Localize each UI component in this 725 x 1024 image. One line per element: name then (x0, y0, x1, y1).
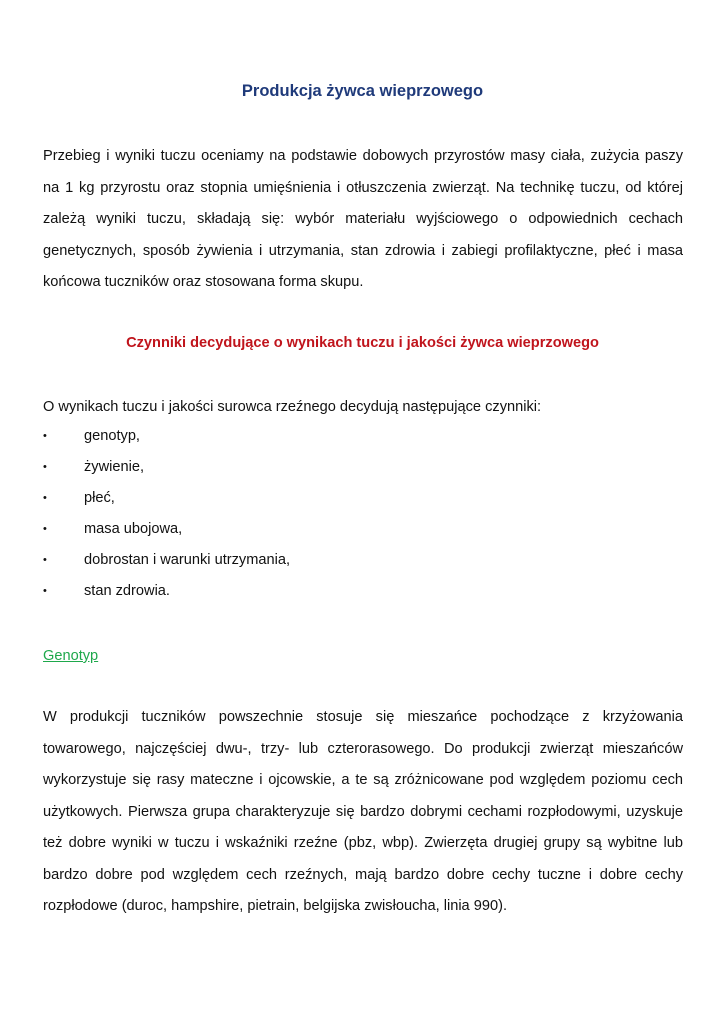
page-title: Produkcja żywca wieprzowego (241, 82, 484, 100)
bullet-icon: • (43, 461, 47, 473)
factor-label: żywienie, (84, 459, 145, 475)
factor-label: stan zdrowia. (84, 583, 170, 599)
bullet-icon: • (43, 523, 47, 535)
intro-paragraph: Przebieg i wyniki tuczu oceniamy na podstawie dobowych przyrostów masy ciała, zużycia paszy na 1 kg przyrostu oraz stopnia umięśnienia i otłuszczenia zwierząt. Na technikę tuczu, od której zależą wyniki tuczu, składają się: wybór materiału wyjściowego o odpowiednich cechach genetycznych, sposób żywienia i utrzymania, stan zdrowia i zabiegi profilaktyczne, płeć i masa końcowa tuczników oraz stosowana forma skupu. (43, 148, 683, 290)
bullet-icon: • (43, 585, 47, 597)
factor-label: dobrostan i warunki utrzymania, (84, 552, 291, 568)
factor-label: płeć, (84, 490, 115, 506)
bullet-icon: • (43, 554, 47, 566)
factor-label: genotyp, (84, 428, 140, 444)
bullet-icon: • (43, 492, 47, 504)
genotyp-paragraph: W produkcji tuczników powszechnie stosuje się mieszańce pochodzące z krzyżowania towarowego, najczęściej dwu-, trzy- lub czterorasowego. Do produkcji zwierząt mieszańców wykorzystuje się rasy mateczne i ojcowskie, a te są zróżnicowane pod względem poziomu cech użytkowych. Pierwsza grupa charakteryzuje się bardzo dobrymi cechami rozpłodowymi, uzyskuje też dobre wyniki w tuczu i wskaźniki rzeźne (pbz, wbp). Zwierzęta drugiej grupy są wybitne lub bardzo dobre pod względem cech rzeźnych, mają bardzo dobre cechy tuczne i dobre cechy rozpłodowe (duroc, hampshire, pietrain, belgijska zwisłoucha, linia 990). (43, 709, 683, 914)
factors-intro: O wynikach tuczu i jakości surowca rzeźnego decydują następujące czynniki: (43, 399, 542, 415)
section-subtitle: Czynniki decydujące o wynikach tuczu i jakości żywca wieprzowego (126, 335, 599, 351)
factor-label: masa ubojowa, (84, 521, 183, 537)
genotyp-section-link[interactable]: Genotyp (43, 648, 99, 664)
bullet-icon: • (43, 430, 47, 442)
